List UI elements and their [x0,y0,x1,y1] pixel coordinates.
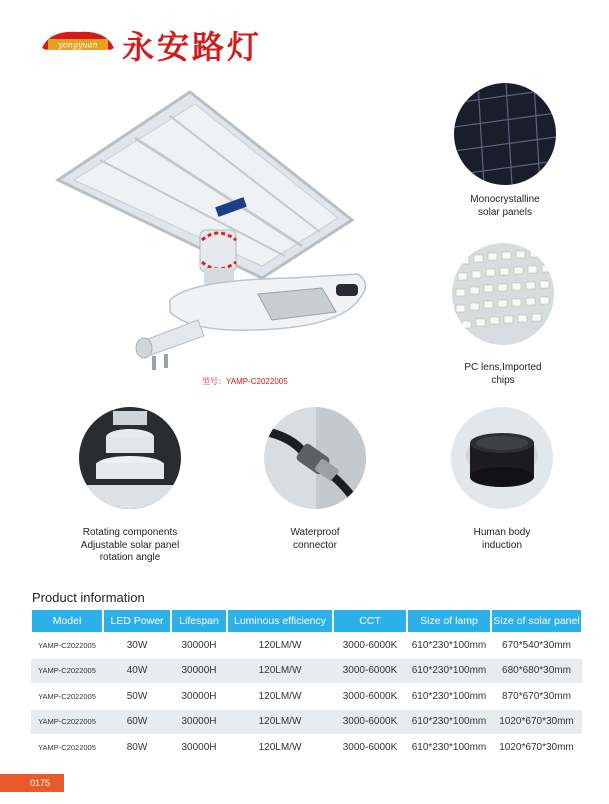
table-cell: 120LM/W [227,684,333,710]
table-cell: 610*230*100mm [407,633,491,659]
table-cell: 50W [103,684,171,710]
table-cell: 120LM/W [227,633,333,659]
table-cell: 3000-6000K [333,633,407,659]
logo-text: yongyuan [58,40,98,50]
feature-label-solar-panels: Monocrystalline solar panels [470,194,540,218]
feature-label-rotating: Rotating components Adjustable solar panel rotation angle [80,527,180,563]
led-chips-photo [452,243,554,345]
table-cell: 30000H [171,684,227,710]
table-cell: YAMP-C2022005 [31,735,103,761]
table-cell: 680*680*30mm [491,659,582,685]
table-cell: 870*670*30mm [491,684,582,710]
page-number: 0175 [0,774,64,792]
product-spec-table [31,609,582,761]
table-cell: 40W [103,659,171,685]
table-cell: 30W [103,633,171,659]
column-header: Size of solar panel [491,609,582,633]
motion-sensor-photo [451,407,553,509]
table-cell: 610*230*100mm [407,710,491,736]
column-header: Size of lamp [407,609,491,633]
table-cell: 1020*670*30mm [491,710,582,736]
column-header: Model [31,609,103,633]
table-row [31,735,582,761]
table-cell: 60W [103,710,171,736]
table-cell: 1020*670*30mm [491,735,582,761]
model-caption: 型号：YAMP-C2022005 [202,377,288,386]
feature-label-human-induction: Human body induction [473,527,531,551]
table-row [31,633,582,659]
table-cell: 80W [103,735,171,761]
feature-label-pc-lens: PC lens,Imported chips [464,362,542,386]
rotating-mount-photo [79,407,181,509]
table-header-row [31,609,582,633]
table-cell: 610*230*100mm [407,735,491,761]
feature-label-waterproof: Waterproof connector [290,527,340,551]
table-cell: 30000H [171,633,227,659]
waterproof-connector-photo [264,407,366,509]
table-cell: 3000-6000K [333,710,407,736]
table-cell: 120LM/W [227,659,333,685]
table-row [31,710,582,736]
brand-logo [40,26,116,54]
column-header: CCT [333,609,407,633]
table-cell: 30000H [171,659,227,685]
product-info-title: Product information [32,590,145,605]
table-cell: 610*230*100mm [407,659,491,685]
table-cell: 3000-6000K [333,684,407,710]
table-cell: 120LM/W [227,735,333,761]
table-cell: 3000-6000K [333,659,407,685]
table-cell: YAMP-C2022005 [31,633,103,659]
table-cell: 670*540*30mm [491,633,582,659]
table-cell: 30000H [171,735,227,761]
table-cell: 120LM/W [227,710,333,736]
table-cell: YAMP-C2022005 [31,710,103,736]
table-cell: 30000H [171,710,227,736]
table-row [31,659,582,685]
table-cell: YAMP-C2022005 [31,659,103,685]
column-header: LED Power [103,609,171,633]
column-header: Luminous efficiency [227,609,333,633]
solar-panel-photo [454,83,556,185]
brand-name: 永安路灯 [122,28,263,66]
product-hero-image [40,80,390,390]
table-cell: 610*230*100mm [407,684,491,710]
table-cell: YAMP-C2022005 [31,684,103,710]
table-cell: 3000-6000K [333,735,407,761]
column-header: Lifespan [171,609,227,633]
table-row [31,684,582,710]
